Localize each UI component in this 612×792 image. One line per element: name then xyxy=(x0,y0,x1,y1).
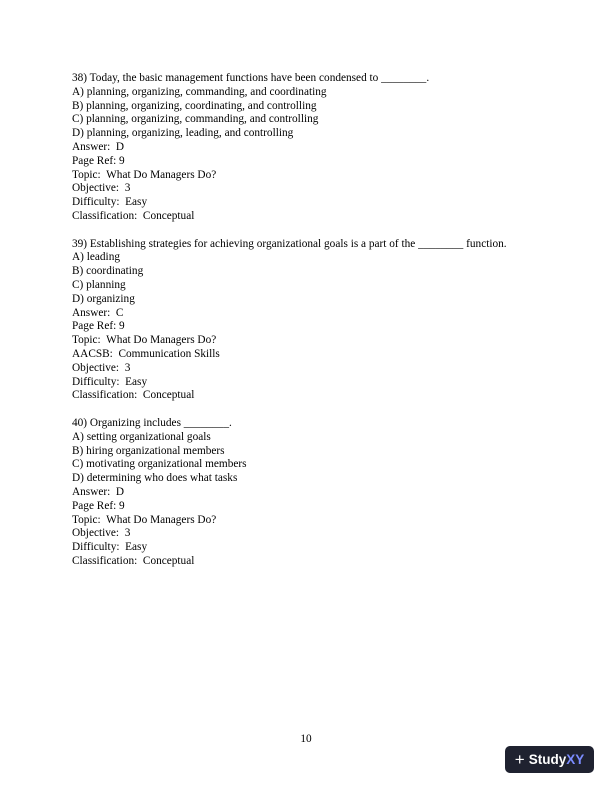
document-body xyxy=(72,72,552,582)
question-38-page-ref: Page Ref: 9 xyxy=(72,154,125,167)
question-39-answer: Answer: C xyxy=(72,306,124,319)
question-39-aacsb: AACSB: Communication Skills xyxy=(72,347,220,360)
badge-text-accent: XY xyxy=(566,752,585,767)
question-39-option-c: C) planning xyxy=(72,278,126,291)
plus-icon: + xyxy=(514,750,525,769)
question-40-option-b: B) hiring organizational members xyxy=(72,444,225,457)
page-number: 10 xyxy=(300,733,312,745)
question-40-difficulty: Difficulty: Easy xyxy=(72,541,148,554)
question-40-stem: 40) Organizing includes ________. xyxy=(72,416,232,429)
question-40-answer: Answer: D xyxy=(72,485,125,498)
question-40 xyxy=(72,417,552,569)
question-39-objective: Objective: 3 xyxy=(72,361,131,374)
question-40-objective: Objective: 3 xyxy=(72,527,131,540)
question-38-option-b: B) planning, organizing, coordinating, and controlling xyxy=(72,99,317,112)
question-39-option-d: D) organizing xyxy=(72,292,135,305)
badge-text-main: Study xyxy=(528,752,567,767)
question-39-difficulty: Difficulty: Easy xyxy=(72,375,148,388)
question-38-objective: Objective: 3 xyxy=(72,182,131,195)
question-39-stem: 39) Establishing strategies for achieving organizational goals is a part of the ________ function. xyxy=(72,237,507,250)
question-39-option-b: B) coordinating xyxy=(72,265,144,278)
question-40-page-ref: Page Ref: 9 xyxy=(72,499,125,512)
question-39-topic: Topic: What Do Managers Do? xyxy=(72,334,217,347)
question-38-option-a: A) planning, organizing, commanding, and coordinating xyxy=(72,85,327,98)
question-40-option-d: D) determining who does what tasks xyxy=(72,472,238,485)
question-40-option-c: C) motivating organizational members xyxy=(72,458,247,471)
question-39-classification: Classification: Conceptual xyxy=(72,389,195,402)
question-38-answer: Answer: D xyxy=(72,140,125,153)
question-38-difficulty: Difficulty: Easy xyxy=(72,196,148,209)
question-39-page-ref: Page Ref: 9 xyxy=(72,320,125,333)
question-38-topic: Topic: What Do Managers Do? xyxy=(72,168,217,181)
question-40-classification: Classification: Conceptual xyxy=(72,554,195,567)
question-38-option-d: D) planning, organizing, leading, and controlling xyxy=(72,127,294,140)
question-39 xyxy=(72,238,552,404)
question-38-stem: 38) Today, the basic management functions have been condensed to ________. xyxy=(72,72,430,84)
studyxy-badge[interactable] xyxy=(505,746,594,773)
question-38 xyxy=(72,72,552,224)
question-40-option-a: A) setting organizational goals xyxy=(72,430,211,443)
question-38-classification: Classification: Conceptual xyxy=(72,209,195,222)
question-39-option-a: A) leading xyxy=(72,251,120,264)
question-40-topic: Topic: What Do Managers Do? xyxy=(72,513,217,526)
question-38-option-c: C) planning, organizing, commanding, and controlling xyxy=(72,113,319,126)
